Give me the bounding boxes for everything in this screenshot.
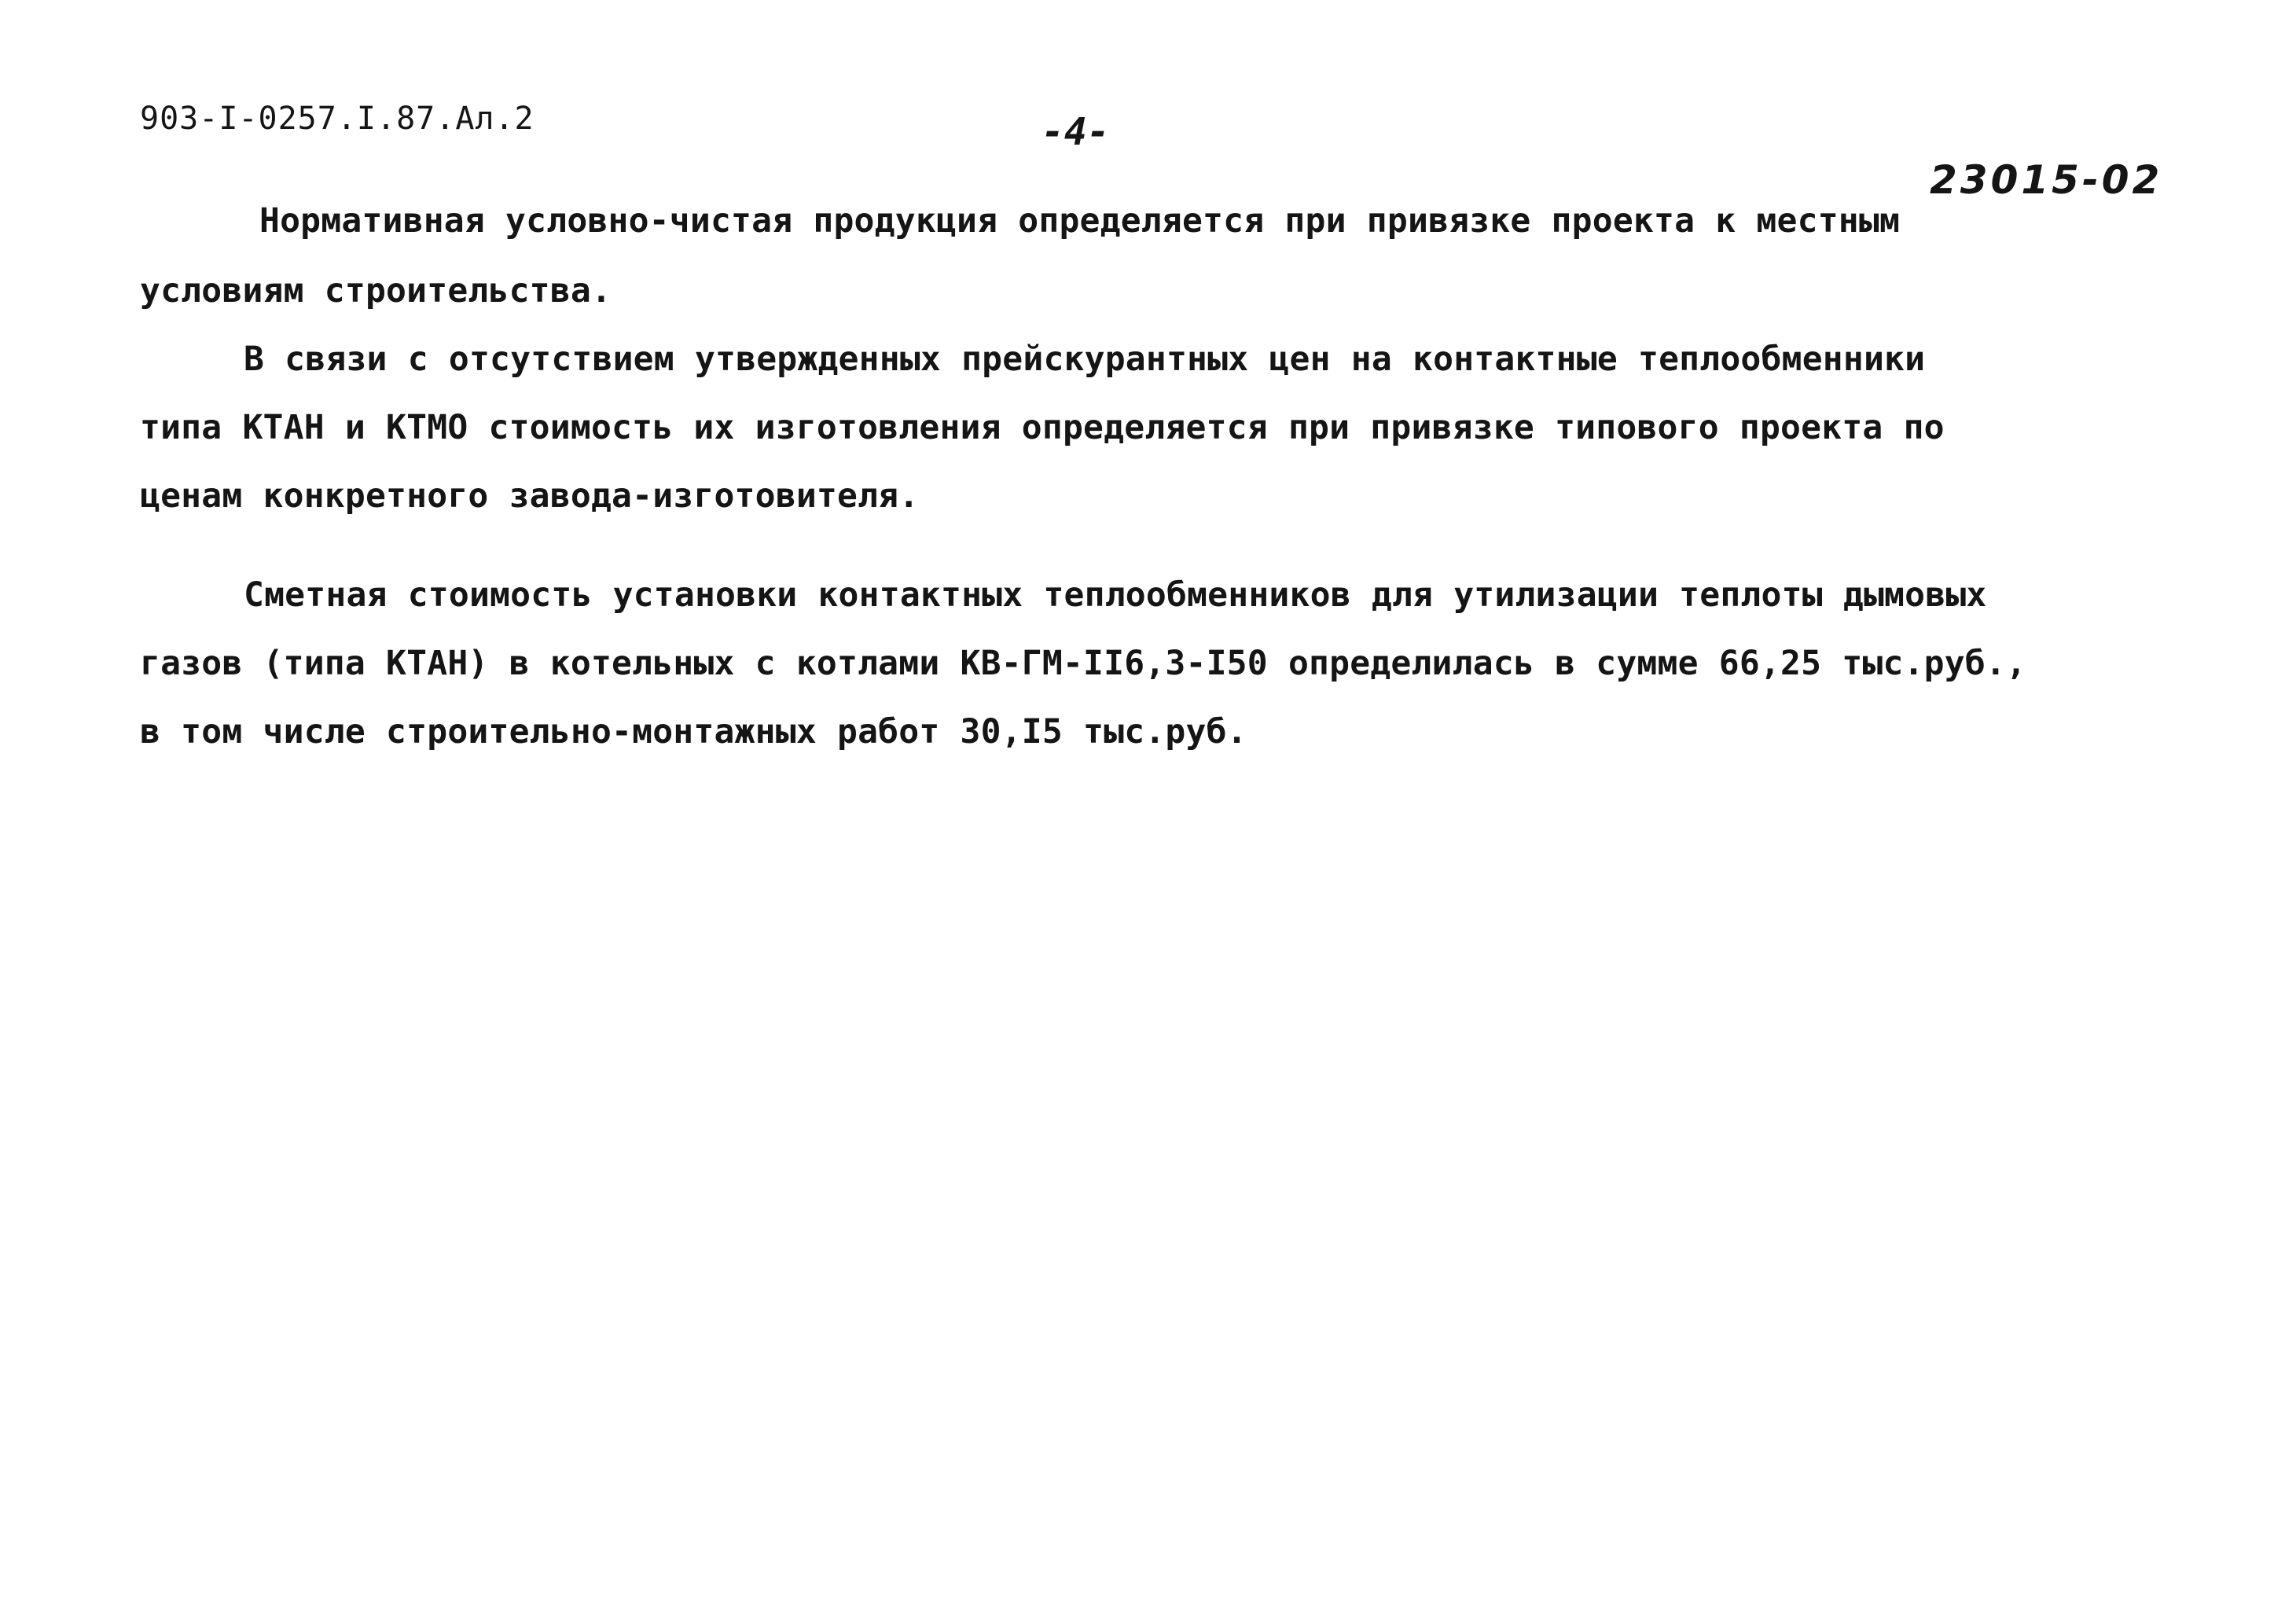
- paragraph-line: ценам конкретного завода-изготовителя.: [140, 476, 920, 516]
- document-code: 903-I-0257.I.87.Ал.2: [140, 101, 535, 137]
- paragraph-line: Нормативная условно-чистая продукция определяется при привязке проекта к местным: [259, 201, 1901, 241]
- paragraph-line: типа КТАН и КТМО стоимость их изготовления определяется при привязке типового проекта по: [140, 408, 1945, 447]
- paragraph-line: в том числе строительно-монтажных работ 30,I5 тыс.руб.: [140, 712, 1247, 751]
- paragraph-line: газов (типа КТАН) в котельных с котлами КВ-ГМ-II6,3-I50 определилась в сумме 66,25 тыс.руб.,: [140, 644, 2027, 683]
- page-number: -4-: [1041, 110, 1110, 154]
- archive-number-handwritten: 23015-02: [1930, 157, 2163, 203]
- paragraph-line: условиям строительства.: [140, 271, 612, 310]
- paragraph-line: Сметная стоимость установки контактных теплообменников для утилизации теплоты дымовых: [244, 575, 1987, 615]
- paragraph-line: В связи с отсутствием утвержденных прейскурантных цен на контактные теплообменники: [244, 340, 1926, 379]
